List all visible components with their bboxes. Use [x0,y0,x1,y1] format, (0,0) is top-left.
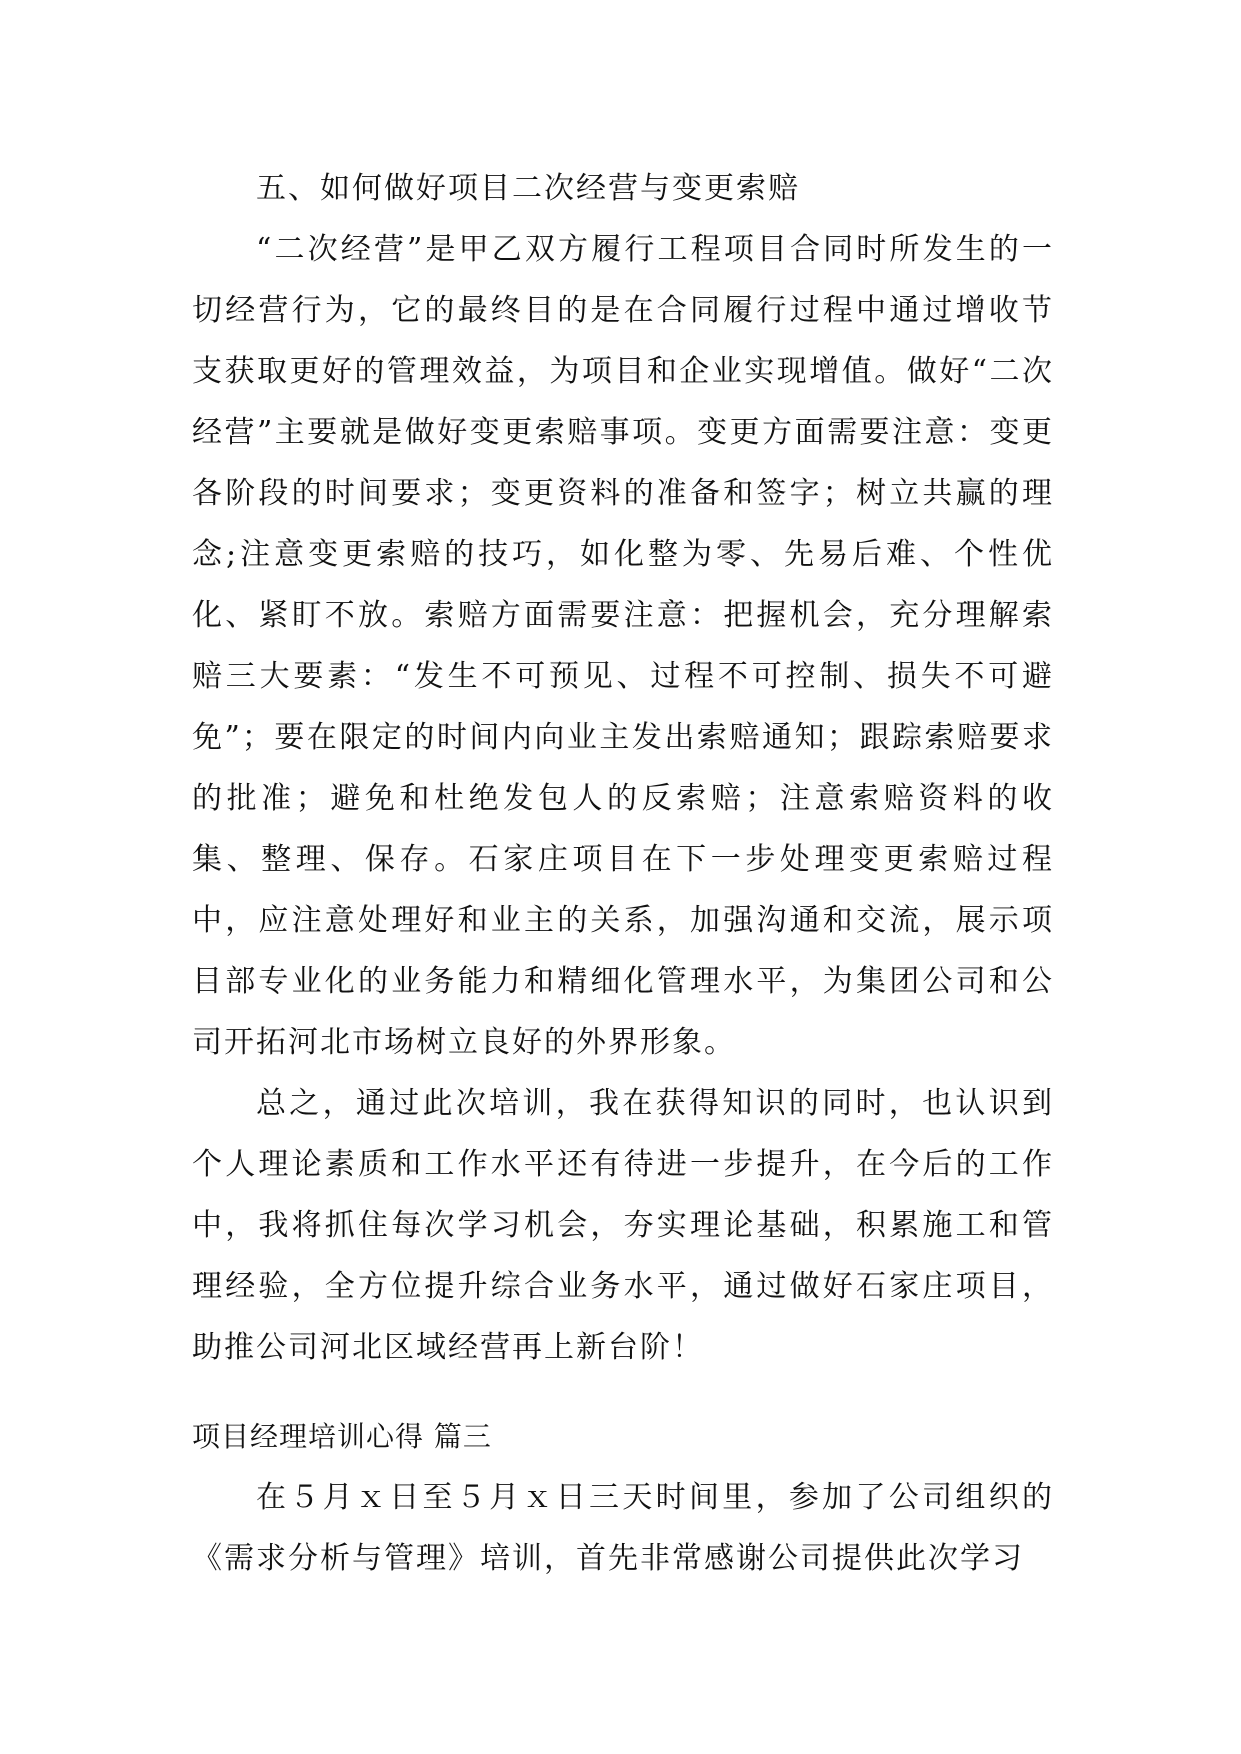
section-heading-part-three: 项目经理培训心得 篇三 [192,1420,492,1453]
section-spacer [192,1378,1054,1407]
paragraph-second-operation: “二次经营”是甲乙双方履行工程项目合同时所发生的一切经营行为，它的最终目的是在合同履行过程中通过增收节支获取更好的管理效益，为项目和企业实现增值。做好“二次经营”主要就是做好变更索赔事项。变更方面需要注意：变更各阶段的时间要求；变更资料的准备和签字；树立共赢的理念;注意变更索赔的技巧，如化整为零、先易后难、个性优化、紧盯不放。索赔方面需要注意：把握机会，充分理解索赔三大要素：“发生不可预见、过程不可控制、损失不可避免”；要在限定的时间内向业主发出索赔通知；跟踪索赔要求的批准；避免和杜绝发包人的反索赔；注意索赔资料的收集、整理、保存。石家庄项目在下一步处理变更索赔过程中，应注意处理好和业主的关系，加强沟通和交流，展示项目部专业化的业务能力和精细化管理水平，为集团公司和公司开拓河北市场树立良好的外界形象。 [192,232,1054,1060]
section-five-heading: 五、如何做好项目二次经营与变更索赔 [256,171,800,206]
paragraph-summary: 总之，通过此次培训，我在获得知识的同时，也认识到个人理论素质和工作水平还有待进一步提升，在今后的工作中，我将抓住每次学习机会，夯实理论基础，积累施工和管理经验，全方位提升综合业务水平，通过做好石家庄项目，助推公司河北区域经营再上新台阶！ [192,1086,1054,1365]
paragraph-part-three-intro: 在５月ｘ日至５月ｘ日三天时间里，参加了公司组织的《需求分析与管理》培训，首先非常感谢公司提供此次学习 [192,1480,1054,1576]
document-body [192,158,1054,1589]
